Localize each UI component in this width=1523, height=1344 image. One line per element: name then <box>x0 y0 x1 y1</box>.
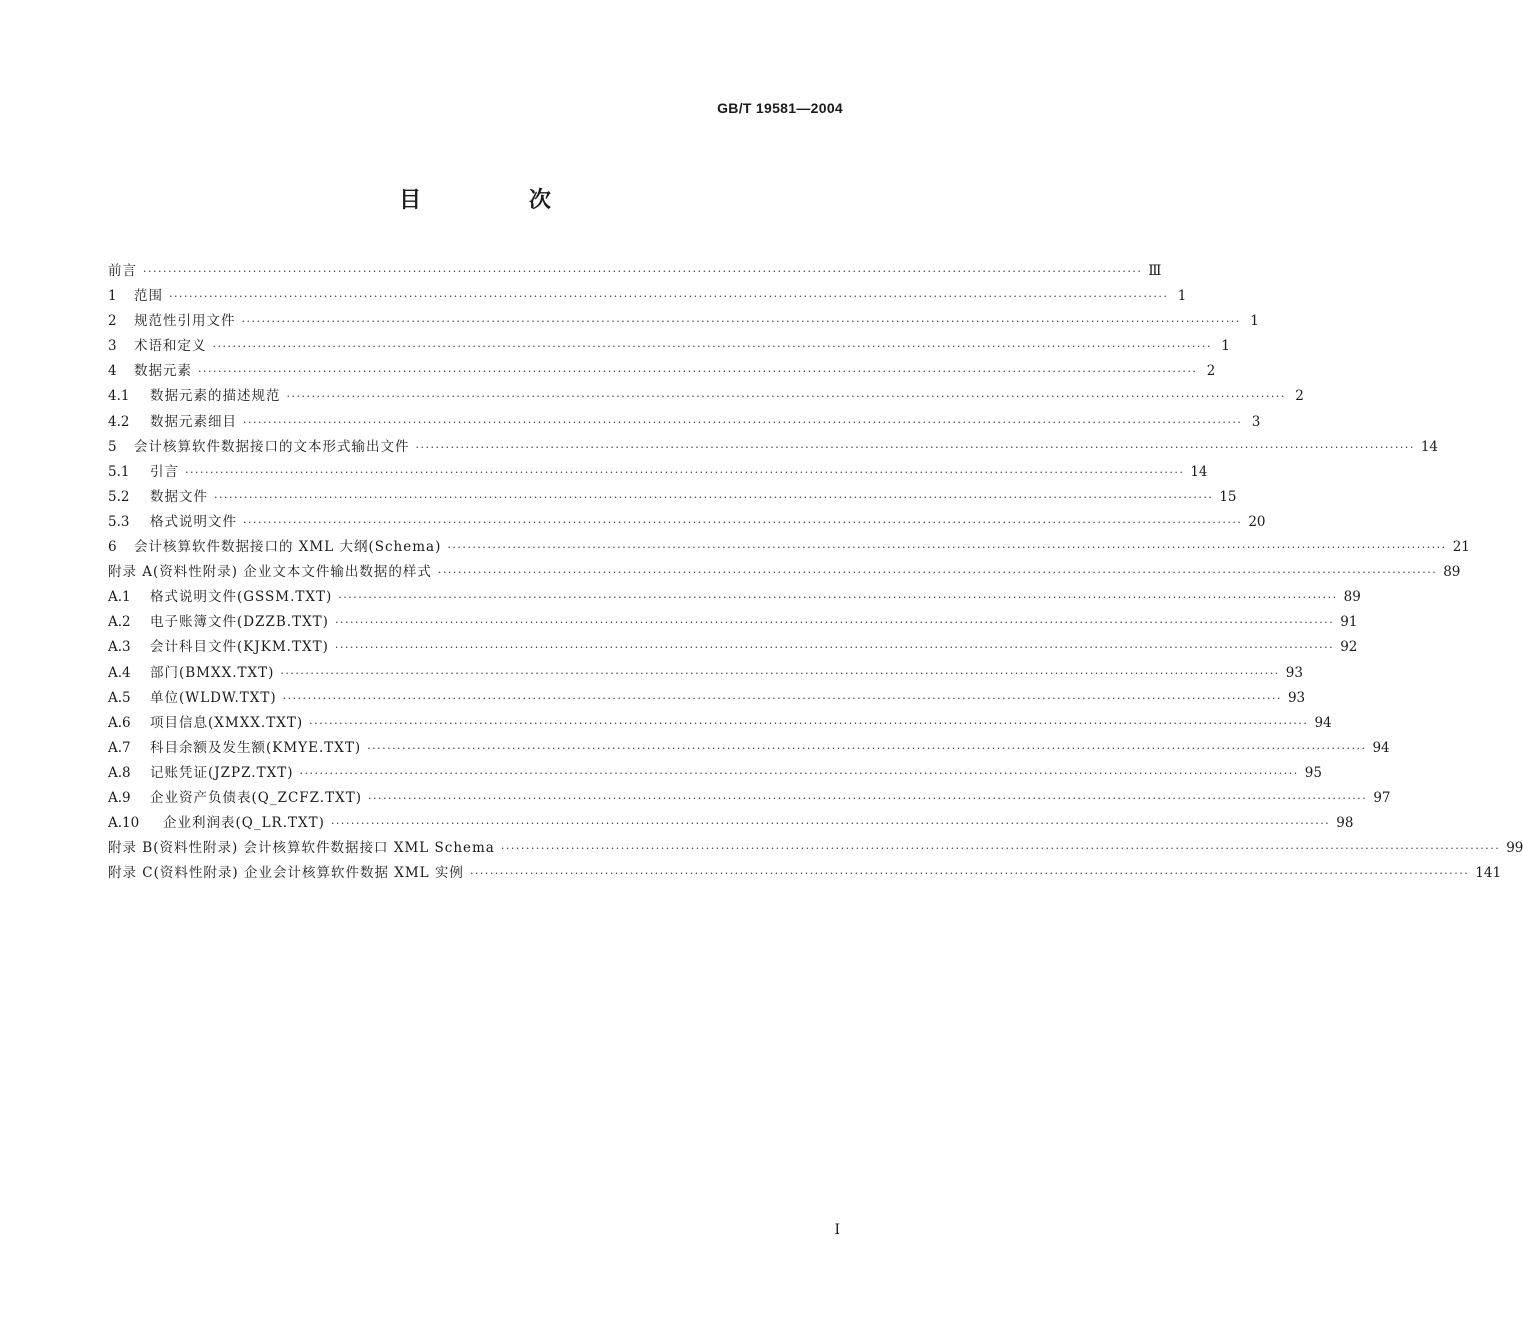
toc-entry-page: 92 <box>1340 639 1358 656</box>
toc-entry-title: 规范性引用文件 <box>134 313 236 330</box>
toc-entry-title: 格式说明文件 <box>150 513 237 530</box>
toc-entry-number: 2 <box>108 313 117 330</box>
toc-entry-page: 89 <box>1343 589 1361 606</box>
toc-entry-title: 数据元素 <box>134 363 192 380</box>
toc-entry-page: 15 <box>1219 488 1237 505</box>
toc-entry-number: 4.1 <box>108 388 130 405</box>
toc-entry-page: 14 <box>1420 438 1439 455</box>
toc-entry-title: 企业利润表(Q_LR.TXT) <box>163 815 325 832</box>
toc-entry-page: 3 <box>1251 413 1261 430</box>
toc-entry-title: 科目余额及发生额(KMYE.TXT) <box>150 739 362 756</box>
toc-entry-page: 2 <box>1295 388 1304 405</box>
toc-entry-number: 4.2 <box>108 413 130 430</box>
toc-entry[interactable] <box>108 384 1304 409</box>
toc-entry-title: 范围 <box>134 288 163 305</box>
toc-entry-title: 会计科目文件(KJKM.TXT) <box>150 639 329 656</box>
toc-entry[interactable] <box>108 485 1237 510</box>
toc-leader-dots: ········································································································································································································ <box>169 290 1169 304</box>
toc-entry-number: 5.1 <box>108 463 130 480</box>
page-folio: I <box>834 1222 840 1238</box>
toc-entry-title: 引言 <box>150 463 179 480</box>
toc-leader-dots: ········································································································································································································ <box>367 791 1368 805</box>
toc-leader-dots: ········································································································································································································ <box>286 390 1286 404</box>
toc-leader-dots: ········································································································································································································ <box>241 315 1241 329</box>
toc-entry-number: 5.2 <box>108 488 130 505</box>
toc-entry[interactable] <box>108 761 1322 786</box>
toc-entry-number: A.7 <box>108 739 131 756</box>
table-of-contents <box>108 259 1523 886</box>
toc-entry-title: 企业资产负债表(Q_ZCFZ.TXT) <box>150 789 362 806</box>
toc-entry[interactable] <box>108 635 1358 660</box>
toc-entry-number: A.2 <box>108 614 131 631</box>
toc-entry-page: Ⅲ <box>1148 263 1162 279</box>
toc-entry-page: 94 <box>1314 714 1332 731</box>
toc-entry-page: 97 <box>1373 789 1391 806</box>
toc-entry-title: 附录 C(资料性附录) 企业会计核算软件数据 XML 实例 <box>108 865 464 882</box>
toc-entry[interactable] <box>108 284 1187 309</box>
toc-leader-dots: ········································································································································································································ <box>143 265 1143 278</box>
toc-entry-number: A.4 <box>108 664 131 681</box>
toc-entry-title: 电子账簿文件(DZZB.TXT) <box>150 614 329 631</box>
toc-leader-dots: ········································································································································································································ <box>309 716 1309 730</box>
toc-entry-number: A.6 <box>108 714 131 731</box>
toc-leader-dots: ········································································································································································································ <box>500 842 1501 856</box>
toc-entry[interactable] <box>108 786 1391 811</box>
toc-entry-page: 1 <box>1250 313 1259 330</box>
toc-entry[interactable] <box>108 836 1523 861</box>
toc-entry[interactable] <box>108 585 1361 610</box>
toc-entry[interactable] <box>108 711 1332 736</box>
toc-entry-title: 数据元素的描述规范 <box>150 388 281 405</box>
toc-entry[interactable] <box>108 435 1439 460</box>
toc-entry-page: 2 <box>1206 363 1216 380</box>
toc-leader-dots: ········································································································································································································ <box>212 340 1212 354</box>
toc-entry-number: 4 <box>108 363 117 380</box>
toc-entry-page: 141 <box>1475 865 1502 882</box>
toc-entry-title: 单位(WLDW.TXT) <box>150 689 277 706</box>
toc-entry-number: A.10 <box>108 815 140 832</box>
toc-entry-page: 14 <box>1190 463 1208 480</box>
toc-entry-title: 前言 <box>108 263 137 279</box>
toc-leader-dots: ········································································································································································································ <box>338 591 1338 605</box>
toc-entry-number: A.3 <box>108 639 131 656</box>
toc-entry-number: 5.3 <box>108 513 130 530</box>
toc-entry-page: 20 <box>1248 513 1266 530</box>
toc-leader-dots: ········································································································································································································ <box>198 365 1198 379</box>
toc-entry-title: 记账凭证(JZPZ.TXT) <box>150 764 294 781</box>
toc-entry[interactable] <box>108 535 1470 560</box>
toc-entry-page: 93 <box>1285 664 1303 681</box>
toc-entry[interactable] <box>108 334 1230 359</box>
toc-entry-title: 数据文件 <box>150 488 208 505</box>
toc-entry-page: 1 <box>1177 288 1187 305</box>
toc-entry[interactable] <box>108 686 1306 711</box>
toc-leader-dots: ········································································································································································································ <box>243 415 1243 429</box>
toc-entry[interactable] <box>108 359 1216 384</box>
toc-leader-dots: ········································································································································································································ <box>185 465 1185 479</box>
toc-entry[interactable] <box>108 661 1303 686</box>
toc-leader-dots: ········································································································································································································ <box>334 616 1335 630</box>
toc-entry-title: 术语和定义 <box>134 338 207 355</box>
toc-entry-number: A.1 <box>108 589 131 606</box>
toc-entry-number: 5 <box>108 438 117 455</box>
toc-entry-page: 21 <box>1452 539 1470 556</box>
toc-leader-dots: ········································································································································································································ <box>243 515 1243 529</box>
toc-leader-dots: ········································································································································································································ <box>469 867 1470 881</box>
toc-leader-dots: ········································································································································································································ <box>282 691 1282 705</box>
toc-leader-dots: ········································································································································································································ <box>367 741 1367 755</box>
toc-entry-number: A.5 <box>108 689 131 706</box>
toc-leader-dots: ········································································································································································································ <box>437 566 1438 580</box>
toc-entry-title: 部门(BMXX.TXT) <box>150 664 275 681</box>
toc-entry[interactable] <box>108 410 1261 435</box>
toc-entry-title: 会计核算软件数据接口的 XML 大纲(Schema) <box>134 539 442 556</box>
toc-entry[interactable] <box>108 510 1266 535</box>
toc-entry-title: 附录 B(资料性附录) 会计核算软件数据接口 XML Schema <box>108 840 495 857</box>
toc-entry-page: 89 <box>1443 564 1461 581</box>
toc-entry-number: 1 <box>108 288 117 305</box>
toc-entry[interactable] <box>108 309 1259 334</box>
toc-entry[interactable] <box>108 460 1208 485</box>
toc-leader-dots: ········································································································································································································ <box>280 666 1280 680</box>
toc-leader-dots: ········································································································································································································ <box>415 440 1415 454</box>
toc-leader-dots: ········································································································································································································ <box>299 766 1299 780</box>
toc-entry-number: A.9 <box>108 789 131 806</box>
toc-entry-title: 会计核算软件数据接口的文本形式输出文件 <box>134 438 410 455</box>
page-title: 目 次 <box>399 188 601 213</box>
toc-entry[interactable] <box>108 861 1502 886</box>
toc-entry-page: 93 <box>1287 689 1306 706</box>
toc-entry-page: 99 <box>1506 840 1523 857</box>
toc-entry-number: 6 <box>108 539 117 556</box>
toc-leader-dots: ········································································································································································································ <box>334 641 1335 655</box>
toc-entry[interactable] <box>108 736 1390 761</box>
toc-leader-dots: ········································································································································································································ <box>330 817 1331 831</box>
toc-entry[interactable] <box>108 610 1358 635</box>
toc-entry[interactable] <box>108 560 1461 585</box>
standard-code: GB/T 19581—2004 <box>717 100 843 116</box>
toc-entry-title: 数据元素细目 <box>150 413 237 430</box>
toc-entry-page: 98 <box>1336 815 1354 832</box>
toc-entry[interactable] <box>108 259 1162 284</box>
toc-entry-title: 附录 A(资料性附录) 企业文本文件输出数据的样式 <box>108 564 432 581</box>
toc-entry-number: 3 <box>108 338 117 355</box>
toc-entry-page: 1 <box>1221 338 1230 355</box>
toc-entry[interactable] <box>108 811 1354 836</box>
toc-entry-title: 项目信息(XMXX.TXT) <box>150 714 304 731</box>
toc-entry-page: 94 <box>1372 739 1390 756</box>
toc-entry-number: A.8 <box>108 764 131 781</box>
toc-leader-dots: ········································································································································································································ <box>214 490 1214 504</box>
toc-entry-page: 91 <box>1340 614 1358 631</box>
toc-entry-title: 格式说明文件(GSSM.TXT) <box>150 589 333 606</box>
toc-entry-page: 95 <box>1304 764 1322 781</box>
toc-leader-dots: ········································································································································································································ <box>447 541 1447 555</box>
